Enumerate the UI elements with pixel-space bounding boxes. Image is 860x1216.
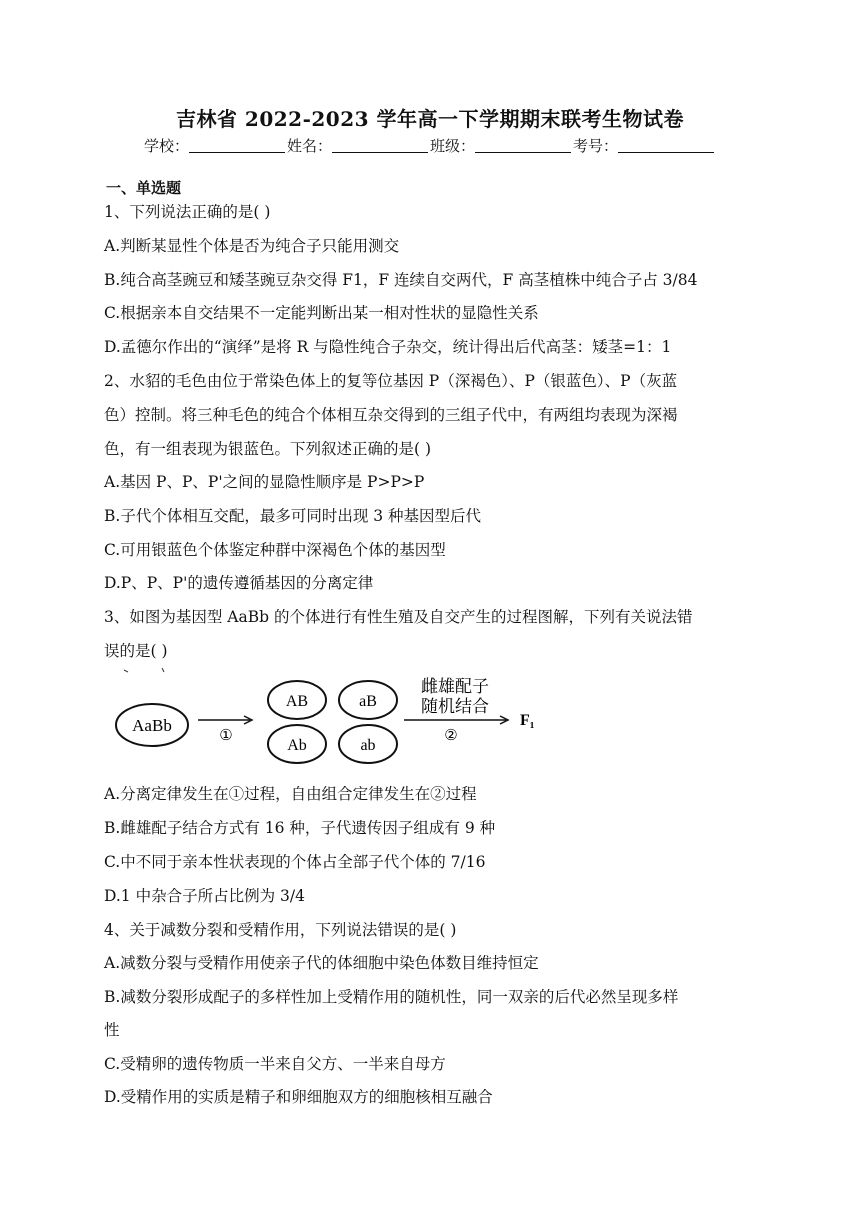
page-title: 吉林省 2022-2023 学年高一下学期期末联考生物试卷 (175, 107, 685, 131)
q4-option-b-line1: B.减数分裂形成配子的多样性加上受精作用的随机性，同一双亲的后代必然呈现多样 (104, 988, 679, 1006)
step-1-label: ① (219, 728, 233, 744)
q1-option-a: A.判断某显性个体是否为纯合子只能用测交 (104, 237, 400, 255)
q2-option-c: C.可用银蓝色个体鉴定种群中深褐色个体的基因型 (104, 541, 446, 559)
question-3-stem-line1: 3、如图为基因型 AaBb 的个体进行有性生殖及自交产生的过程图解，下列有关说法错 (104, 608, 693, 626)
q4-option-b-line2: 性 (104, 1021, 120, 1039)
section-heading: 一、单选题 (106, 179, 182, 197)
q4-option-a: A.减数分裂与受精作用使亲子代的体细胞中染色体数目维持恒定 (104, 954, 539, 972)
question-2-stem-line2: 色）控制。将三种毛色的纯合个体相互杂交得到的三组子代中，有两组均表现为深褐 (104, 406, 678, 424)
question-2-stem-line3: 色，有一组表现为银蓝色。下列叙述正确的是( ) (104, 440, 432, 458)
name-label: 姓名： (286, 137, 332, 155)
q3-option-b: B.雌雄配子结合方式有 16 种，子代遗传因子组成有 9 种 (104, 819, 496, 837)
question-1-stem: 1、下列说法正确的是( ) (104, 203, 271, 221)
question-2-stem-line1: 2、水貂的毛色由位于常染色体上的复等位基因 P（深褐色）、P（银蓝色）、P（灰蓝 (104, 372, 678, 390)
gamete-Ab: Ab (287, 737, 307, 754)
q4-option-c: C.受精卵的遗传物质一半来自父方、一半来自母方 (104, 1055, 446, 1073)
gamete-AB: AB (285, 693, 309, 710)
q3-option-d: D.1 中杂合子所占比例为 3/4 (104, 887, 305, 905)
gamete-diagram (110, 662, 550, 772)
f1-label: F₁ (520, 712, 535, 729)
student-info-row (0, 135, 860, 156)
q4-option-d: D.受精作用的实质是精子和卵细胞双方的细胞核相互融合 (104, 1088, 493, 1106)
class-blank[interactable] (475, 138, 571, 153)
q2-option-d: D.P、P、P'的遗传遵循基因的分离定律 (104, 574, 374, 592)
gamete-aB: aB (359, 693, 377, 710)
school-label: 学校： (143, 137, 189, 155)
q1-option-b: B.纯合高茎豌豆和矮茎豌豆杂交得 F1，F 连续自交两代，F 高茎植株中纯合子占 3/84 (104, 271, 698, 289)
caption-line-2: 随机结合 (421, 697, 489, 716)
gamete-ab: ab (360, 737, 376, 754)
question-3-stem-line2: 误的是( ) (104, 642, 168, 660)
caption-line-1: 雌雄配子 (421, 677, 489, 696)
q1-option-d: D.孟德尔作出的“演绎”是将 R 与隐性纯合子杂交，统计得出后代高茎：矮茎=1：1 (104, 338, 672, 356)
school-blank[interactable] (189, 138, 285, 153)
name-blank[interactable] (332, 138, 428, 153)
class-label: 班级： (430, 137, 476, 155)
question-4-stem: 4、关于减数分裂和受精作用，下列说法错误的是( ) (104, 921, 457, 939)
scan-mark (124, 668, 164, 672)
q3-option-c: C.中不同于亲本性状表现的个体占全部子代个体的 7/16 (104, 853, 486, 871)
q3-option-a: A.分离定律发生在①过程，自由组合定律发生在②过程 (104, 785, 477, 803)
q2-option-a: A.基因 P、P、P'之间的显隐性顺序是 P>P>P (104, 473, 425, 491)
exam-number-blank[interactable] (618, 138, 714, 153)
q2-option-b: B.子代个体相互交配，最多可同时出现 3 种基因型后代 (104, 507, 482, 525)
step-2-label: ② (444, 728, 458, 744)
exam-number-label: 考号： (573, 137, 619, 155)
parent-genotype: AaBb (132, 716, 172, 735)
q1-option-c: C.根据亲本自交结果不一定能判断出某一相对性状的显隐性关系 (104, 304, 539, 322)
